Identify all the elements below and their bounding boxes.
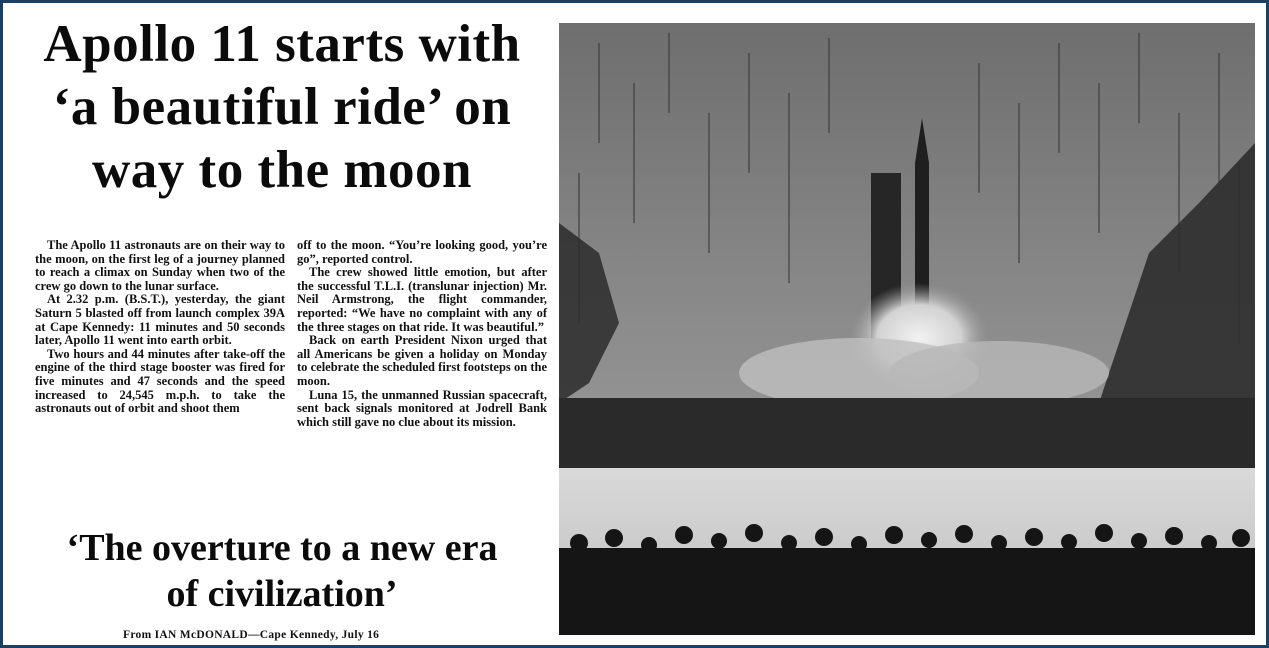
text-column-1 xyxy=(35,239,285,429)
paragraph: Luna 15, the unmanned Russian spacecraft, sent back signals monitored at Jodrell Bank which still gave no clue about its mission. xyxy=(297,387,547,429)
paragraph: The Apollo 11 astronauts are on their way to the moon, on the first leg of a journey planned to reach a climax on Sunday when two of the crew go down to the lunar surface. xyxy=(35,238,285,293)
byline: From IAN McDONALD—Cape Kennedy, July 16 xyxy=(123,629,380,641)
paragraph: The crew showed little emotion, but after the successful T.L.I. (translunar injection) Mr. Neil Armstrong, the flight commander, reported: “We have no complaint with any of the three stages on that ride. It was beautiful.” xyxy=(297,265,547,334)
subheadline-line: of civilization’ xyxy=(166,573,398,615)
paragraph: Back on earth President Nixon urged that all Americans be given a holiday on Monday to celebrate the scheduled first footsteps on the moon. xyxy=(297,333,547,388)
headline-line: way to the moon xyxy=(92,141,472,199)
headline-line: Apollo 11 starts with xyxy=(43,15,521,73)
subheadline-line: ‘The overture to a new era xyxy=(66,527,498,569)
paragraph-continuation: off to the moon. “You’re looking good, you’re go”, reported control. xyxy=(297,238,547,266)
article-column xyxy=(17,13,547,641)
headline xyxy=(17,13,547,202)
subheadline xyxy=(17,525,547,617)
paragraph: Two hours and 44 minutes after take-off the engine of the third stage booster was fired for five minutes and 47 seconds and the speed increased to 24,545 m.p.h. to take the astronauts out of orbit and shoot them xyxy=(35,346,285,416)
launch-photo-image xyxy=(559,23,1255,635)
text-column-2 xyxy=(297,239,547,429)
headline-line: ‘a beautiful ride’ on xyxy=(52,78,512,136)
body-text xyxy=(35,239,547,429)
launch-photo xyxy=(559,23,1255,635)
paragraph: At 2.32 p.m. (B.S.T.), yesterday, the giant Saturn 5 blasted off from launch complex 39A at Cape Kennedy: 11 minutes and 50 seconds later, Apollo 11 went into earth orbit. xyxy=(35,292,285,348)
